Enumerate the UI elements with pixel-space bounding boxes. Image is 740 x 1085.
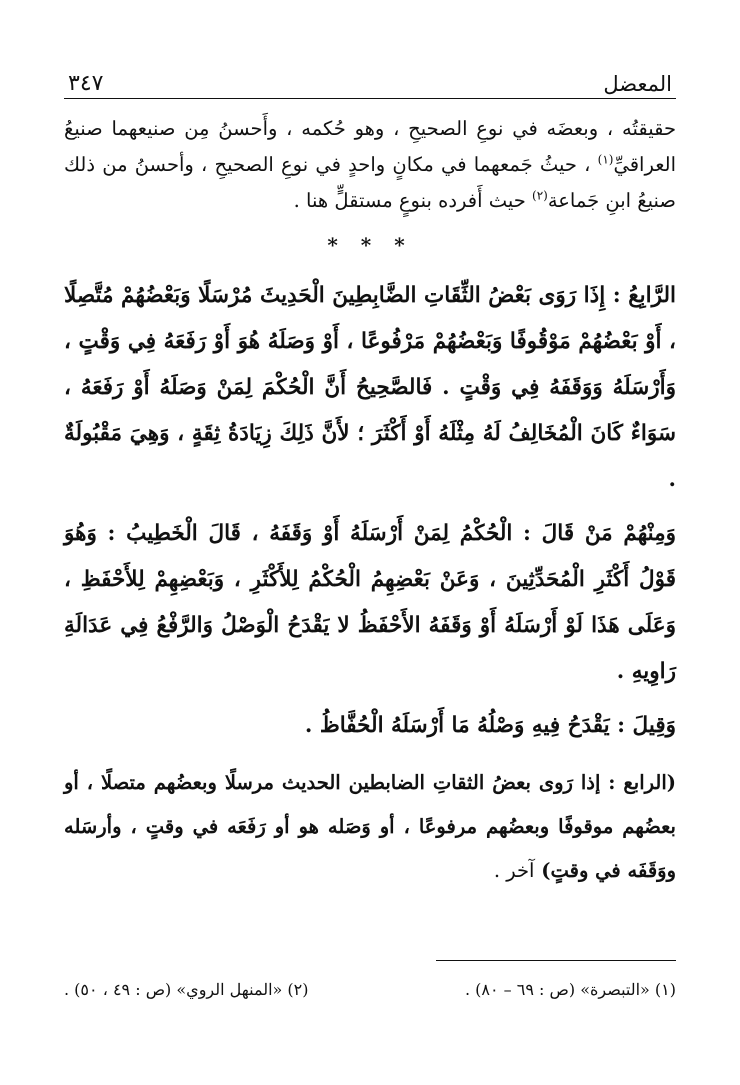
intro-paragraph [64, 111, 676, 219]
intro-line-2b: ، حيثُ جَمعهما في مكانٍ واحدٍ في نوعِ الصحيحِ ، [201, 153, 591, 176]
intro-line-3b: حيث أَفرده بنوعٍ مستقلٍّ هنا . [293, 189, 526, 212]
running-header [64, 58, 676, 99]
footnote-divider [436, 960, 676, 961]
matn-paragraph-2: وَمِنْهُمْ مَنْ قَالَ : الْحُكْمُ لِمَنْ أَرْسَلَهُ أَوْ وَقَفَهُ ، قَالَ الْخَطِيبُ : وَهُوَ قَوْلُ أَكْثَرِ الْمُحَدِّثِينَ ، وَعَنْ بَعْضِهِمُ الْحُكْمُ لِلأَكْثَرِ ، وَبَعْضِهِمْ لِلأَحْفَظِ ، وَعَلَى هَذَا لَوْ أَرْسَلَهُ أَوْ وَقَفَهُ الأَحْفَظُ لا يَقْدَحُ الْوَصْلُ وَالرَّفْعُ فِي عَدَالَةِ رَاوِيهِ . [64, 521, 676, 684]
matn-text [64, 273, 676, 749]
footnote-2: (٢) «المنهل الروي» (ص : ٤٩ ، ٥٠) . [64, 980, 309, 999]
chapter-title: المعضل [603, 72, 672, 96]
intro-line-3a: وأحسنُ من ذلك صنيعُ ابنِ جَماعة [64, 153, 676, 212]
commentary-continuation: آخر . [493, 859, 535, 882]
commentary-quote: (الرابع : إذا رَوى بعضُ الثقاتِ الضابطين الحديث مرسلًا وبعضُهم متصلًا ، أو بعضُهم موقوفًا وبعضُهم مرفوعًا ، أو وَصَله هو أو رَفَعَه في وقتٍ ، وأرسَله ووَقَفَه في وقتٍ) [64, 771, 676, 882]
page-number: ٣٤٧ [68, 71, 104, 96]
intro-line-1: حقيقتُه ، وبعضَه في نوعِ الصحيحِ ، وهو حُكمه ، وأَحسنُ مِن صنيعهما [111, 117, 676, 140]
matn-paragraph-3: وَقِيلَ : يَقْدَحُ فِيهِ وَصْلُهُ مَا أَرْسَلَهُ الْحُفَّاظُ . [304, 713, 676, 738]
footnotes [64, 980, 676, 999]
section-separator: * * * [327, 233, 413, 257]
footnote-marker-2[interactable]: (٢) [532, 188, 548, 203]
footnote-marker-1[interactable]: (١) [597, 152, 614, 167]
intro-line-2a: صنيعُ العراقيِّ [64, 117, 677, 176]
footnote-1: (١) «التبصرة» (ص : ٦٩ – ٨٠) . [464, 980, 676, 999]
matn-paragraph-1: الرَّابِعُ : إِذَا رَوَى بَعْضُ الثِّقَاتِ الضَّابِطِينَ الْحَدِيثَ مُرْسَلًا وَبَعْضُهُمْ مُتَّصِلًا ، أَوْ بَعْضُهُمْ مَوْقُوفًا وَبَعْضُهُمْ مَرْفُوعًا ، أَوْ وَصَلَهُ هُوَ أَوْ رَفَعَهُ فِي وَقْتٍ ، وَأَرْسَلَهُ وَوَقَفَهُ فِي وَقْتٍ . فَالصَّحِيحُ أَنَّ الْحُكْمَ لِمَنْ وَصَلَهُ أَوْ رَفَعَهُ ، سَوَاءٌ كَانَ الْمُخَالِفُ لَهُ مِثْلَهُ أَوْ أَكْثَرَ ؛ لأَنَّ ذَلِكَ زِيَادَةُ ثِقَةٍ ، وَهِيَ مَقْبُولَةٌ . [64, 283, 676, 492]
commentary-paragraph [64, 761, 676, 893]
page [64, 58, 676, 893]
